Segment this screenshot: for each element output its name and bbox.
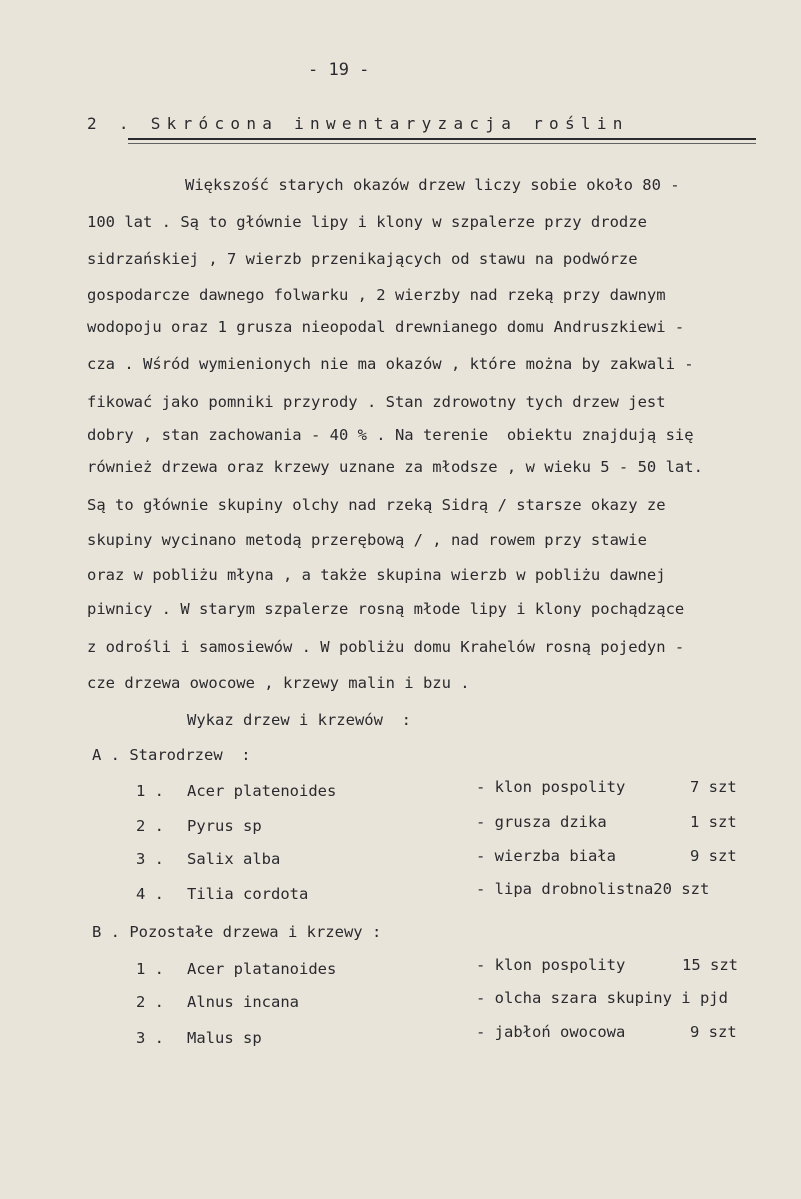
item-number: 4 .	[136, 885, 164, 903]
heading-underline	[128, 138, 756, 140]
paragraph-line: fikować jako pomniki przyrody . Stan zdrowotny tych drzew jest	[87, 393, 666, 411]
section-heading: 2 . Skrócona inwentaryzacja roślin	[87, 114, 629, 133]
item-polish-name: - klon pospolity	[476, 956, 626, 974]
paragraph-line: 100 lat . Są to głównie lipy i klony w szpalerze przy drodze	[87, 213, 647, 231]
item-polish-name: - lipa drobnolistna20 szt	[476, 880, 710, 898]
paragraph-line: wodopoju oraz 1 grusza nieopodal drewnianego domu Andruszkiewi -	[87, 318, 685, 336]
item-latin-name: Pyrus sp	[187, 817, 262, 835]
paragraph-line: Są to głównie skupiny olchy nad rzeką Sidrą / starsze okazy ze	[87, 496, 666, 514]
list-title: Wykaz drzew i krzewów :	[187, 711, 411, 729]
item-latin-name: Tilia cordota	[187, 885, 309, 903]
item-number: 3 .	[136, 1029, 164, 1047]
item-number: 2 .	[136, 993, 164, 1011]
item-polish-name: - jabłoń owocowa	[476, 1023, 626, 1041]
paragraph-line: skupiny wycinano metodą przerębową / , nad rowem przy stawie	[87, 531, 647, 549]
item-count: 9 szt	[690, 1023, 737, 1041]
paragraph-line: sidrzańskiej , 7 wierzb przenikających od stawu na podwórze	[87, 250, 638, 268]
item-number: 1 .	[136, 960, 164, 978]
item-latin-name: Acer platanoides	[187, 960, 337, 978]
section-b-title: B . Pozostałe drzewa i krzewy :	[92, 923, 382, 941]
item-polish-name: - wierzba biała	[476, 847, 616, 865]
paragraph-line: dobry , stan zachowania - 40 % . Na terenie obiektu znajdują się	[87, 426, 694, 444]
item-count: 1 szt	[690, 813, 737, 831]
item-latin-name: Salix alba	[187, 850, 281, 868]
paragraph-line: Większość starych okazów drzew liczy sobie około 80 -	[185, 176, 680, 194]
item-polish-name: - klon pospolity	[476, 778, 626, 796]
item-latin-name: Malus sp	[187, 1029, 262, 1047]
item-polish-name: - olcha szara skupiny i pjd	[476, 989, 728, 1007]
paragraph-line: cza . Wśród wymienionych nie ma okazów , które można by zakwali -	[87, 355, 694, 373]
heading-underline-second	[128, 143, 756, 144]
item-number: 2 .	[136, 817, 164, 835]
section-a-title: A . Starodrzew :	[92, 746, 251, 764]
item-count: 7 szt	[690, 778, 737, 796]
paragraph-line: cze drzewa owocowe , krzewy malin i bzu .	[87, 674, 470, 692]
item-polish-name: - grusza dzika	[476, 813, 607, 831]
item-count: 15 szt	[682, 956, 738, 974]
paragraph-line: piwnicy . W starym szpalerze rosną młode lipy i klony pochądzące	[87, 600, 685, 618]
item-count: 9 szt	[690, 847, 737, 865]
item-number: 3 .	[136, 850, 164, 868]
item-latin-name: Acer platenoides	[187, 782, 337, 800]
paragraph-line: gospodarcze dawnego folwarku , 2 wierzby nad rzeką przy dawnym	[87, 286, 666, 304]
item-number: 1 .	[136, 782, 164, 800]
paragraph-line: z odrośli i samosiewów . W pobliżu domu Krahelów rosną pojedyn -	[87, 638, 685, 656]
item-latin-name: Alnus incana	[187, 993, 299, 1011]
page-number: - 19 -	[308, 60, 370, 80]
paragraph-line: również drzewa oraz krzewy uznane za młodsze , w wieku 5 - 50 lat.	[87, 458, 703, 476]
paragraph-line: oraz w pobliżu młyna , a także skupina wierzb w pobliżu dawnej	[87, 566, 666, 584]
